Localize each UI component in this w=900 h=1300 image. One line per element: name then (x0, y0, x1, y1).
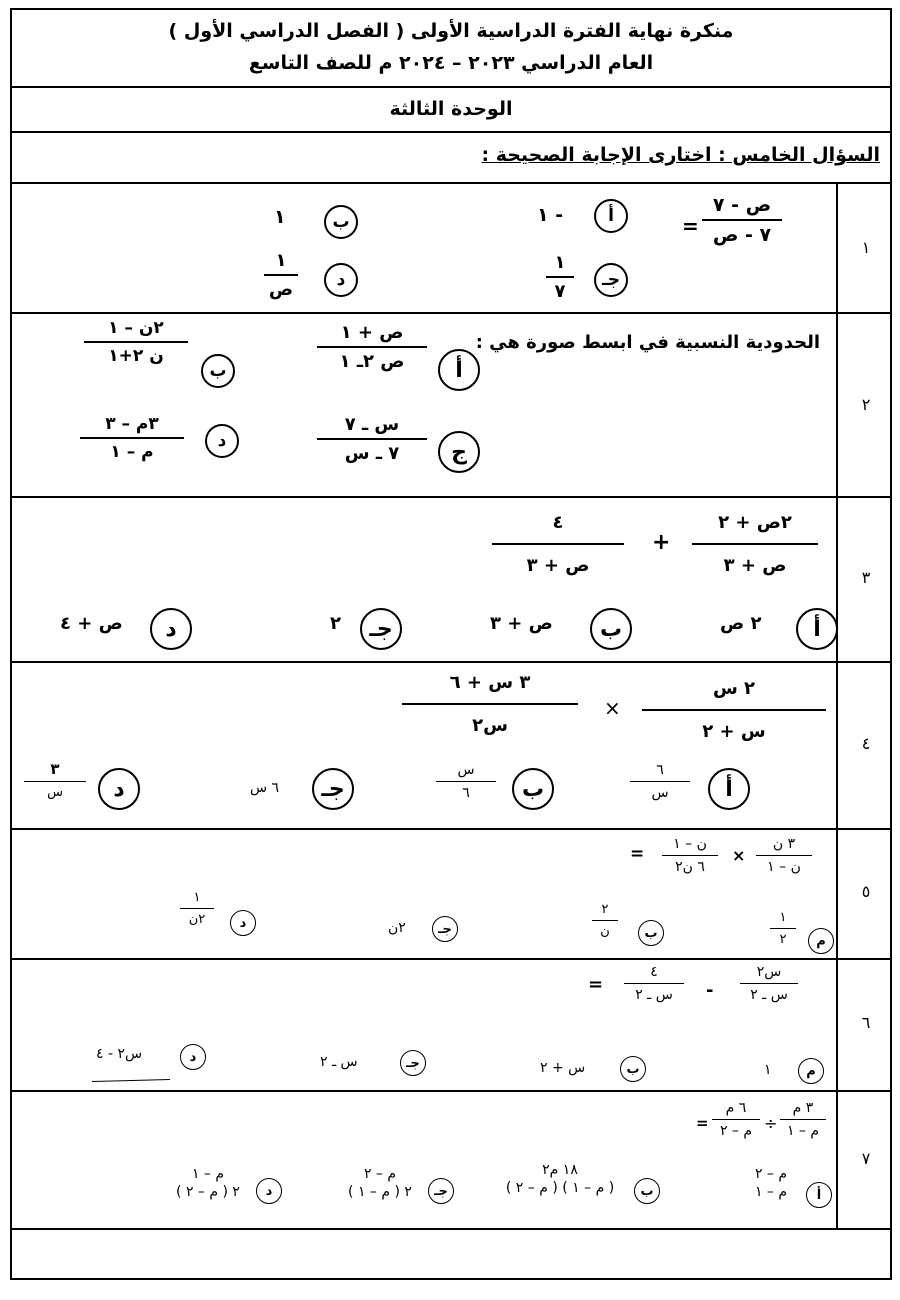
option-a-marker[interactable]: م (808, 928, 834, 954)
option-d-marker[interactable]: د (98, 768, 140, 810)
option-d-fraction[interactable]: م – ١ ٢ ( م – ٢ ) (176, 1166, 240, 1200)
option-c-marker[interactable]: جـ (428, 1178, 454, 1204)
option-a-fraction[interactable]: ٦ س (630, 762, 690, 801)
option-d-marker[interactable]: د (205, 424, 239, 458)
option-c-marker[interactable]: جـ (432, 916, 458, 942)
q7-fraction-1: ٣ م م – ١ (780, 1100, 826, 1139)
unit-title: الوحدة الثالثة (389, 98, 513, 120)
option-c-fraction[interactable]: م – ٢ ٢ ( م – ١ ) (348, 1166, 412, 1200)
option-d-marker[interactable]: د (230, 910, 256, 936)
option-a-text[interactable]: - ١ (537, 204, 564, 226)
q1-expression: ص - ٧ ٧ - ص (702, 194, 782, 246)
row-divider (12, 828, 890, 830)
option-c-marker[interactable]: جـ (594, 263, 628, 297)
divider (12, 131, 890, 133)
row-divider (12, 1090, 890, 1092)
option-c-text[interactable]: ٢ (330, 613, 341, 634)
times-sign: × (732, 846, 746, 865)
handwritten-underline (92, 1079, 170, 1082)
option-a-fraction[interactable]: ١ ٢ (770, 910, 796, 947)
question-number: ٧ (861, 1149, 871, 1168)
option-a-marker[interactable]: م (798, 1058, 824, 1084)
option-d-marker[interactable]: د (256, 1178, 282, 1204)
option-d-marker[interactable]: د (150, 608, 192, 650)
option-c-text[interactable]: ٢ن (388, 920, 406, 936)
option-b-marker[interactable]: ب (590, 608, 632, 650)
row-divider (12, 661, 890, 663)
option-c-marker[interactable]: جـ (360, 608, 402, 650)
q4-fraction-1: ٢ س س + ٢ (642, 678, 826, 742)
option-a-fraction[interactable]: م – ٢ م – ١ (754, 1166, 788, 1200)
option-b-text[interactable]: ١ (274, 206, 286, 228)
worksheet-subtitle: العام الدراسي ٢٠٢٣ – ٢٠٢٤ م للصف التاسع (248, 52, 654, 74)
plus-sign: + (652, 530, 671, 555)
divide-sign: ÷ (764, 1114, 778, 1133)
option-c-marker[interactable]: جـ (312, 768, 354, 810)
option-b-marker[interactable]: ب (620, 1056, 646, 1082)
q4-fraction-2: ٣ س + ٦ س٢ (402, 672, 578, 736)
option-c-fraction[interactable]: ١ ٧ (546, 252, 574, 302)
option-b-text[interactable]: س + ٢ (540, 1060, 586, 1076)
question-number: ٦ (861, 1013, 871, 1032)
question-number: ٣ (861, 568, 871, 587)
question-title: السؤال الخامس : اختارى الإجابة الصحيحة : (481, 144, 880, 166)
divider (12, 182, 890, 184)
q6-fraction-1: س٢ س ـ ٢ (740, 964, 798, 1003)
option-b-marker[interactable]: ب (634, 1178, 660, 1204)
option-c-text[interactable]: س ـ ٢ (320, 1054, 358, 1070)
option-c-marker[interactable]: ج (438, 431, 480, 473)
row-divider (12, 496, 890, 498)
q5-fraction-1: ٣ ن ن – ١ (756, 836, 812, 875)
option-a-marker[interactable]: أ (438, 349, 480, 391)
option-b-fraction[interactable]: ٢ ن (592, 902, 618, 939)
equals-sign: = (696, 1114, 709, 1132)
divider (12, 86, 890, 88)
row-divider (12, 958, 890, 960)
q3-fraction-2: ٤ ص + ٣ (492, 512, 624, 576)
equals-sign: = (588, 974, 604, 995)
option-a-text[interactable]: ٢ ص (720, 613, 762, 634)
option-d-marker[interactable]: د (180, 1044, 206, 1070)
option-d-text[interactable]: س٢ - ٤ (96, 1046, 143, 1062)
option-d-marker[interactable]: د (324, 263, 358, 297)
option-d-fraction[interactable]: ١ ص (264, 250, 298, 300)
option-a-marker[interactable]: أ (796, 608, 838, 650)
row-divider (12, 1228, 890, 1230)
option-b-fraction[interactable]: ١٨ م٢ ( م – ١ ) ( م – ٢ ) (505, 1162, 615, 1196)
option-b-marker[interactable]: ب (512, 768, 554, 810)
question-number: ١ (861, 238, 871, 257)
option-d-fraction[interactable]: ٣م – ٣ م – ١ (80, 414, 184, 462)
option-b-marker[interactable]: ب (638, 920, 664, 946)
option-c-marker[interactable]: جـ (400, 1050, 426, 1076)
option-d-fraction[interactable]: ١ ٢ن (180, 890, 214, 927)
q6-fraction-2: ٤ س ـ ٢ (624, 964, 684, 1003)
option-a-marker[interactable]: أ (708, 768, 750, 810)
worksheet-page (10, 8, 892, 1280)
q7-fraction-2: ٦ م م – ٢ (712, 1100, 760, 1139)
option-a-text[interactable]: ١ (764, 1062, 772, 1078)
q2-prompt: الحدودية النسبية في ابسط صورة هي : (475, 332, 820, 353)
question-number: ٢ (861, 395, 871, 414)
option-d-fraction[interactable]: ٣ س (24, 760, 86, 800)
question-number: ٤ (861, 734, 871, 753)
minus-sign: - (706, 980, 714, 1001)
worksheet-title: منكرة نهاية الفترة الدراسية الأولى ( الفصل الدراسي الأول ) (168, 20, 734, 42)
q5-fraction-2: ن – ١ ٦ ن٢ (662, 836, 718, 875)
question-number: ٥ (861, 882, 871, 901)
option-a-marker[interactable]: أ (594, 199, 628, 233)
option-b-marker[interactable]: ب (324, 205, 358, 239)
q3-fraction-1: ٢ص + ٢ ص + ٣ (692, 512, 818, 576)
option-c-text[interactable]: ٦ س (250, 780, 280, 796)
option-b-fraction[interactable]: س ٦ (436, 762, 496, 801)
row-divider (12, 312, 890, 314)
option-a-fraction[interactable]: ص + ١ ص ٢ـ ١ (317, 322, 427, 372)
option-a-marker[interactable]: أ (806, 1182, 832, 1208)
option-b-fraction[interactable]: ٢ن – ١ ن ٢+١ (84, 318, 188, 366)
number-column-divider (836, 182, 838, 1228)
equals-sign: = (630, 844, 645, 864)
times-sign: × (604, 696, 621, 720)
option-c-fraction[interactable]: س ـ ٧ ٧ ـ س (317, 414, 427, 464)
option-b-text[interactable]: ص + ٣ (490, 613, 553, 634)
option-d-text[interactable]: ص + ٤ (60, 613, 123, 634)
equals-sign: = (682, 214, 699, 238)
option-b-marker[interactable]: ب (201, 354, 235, 388)
